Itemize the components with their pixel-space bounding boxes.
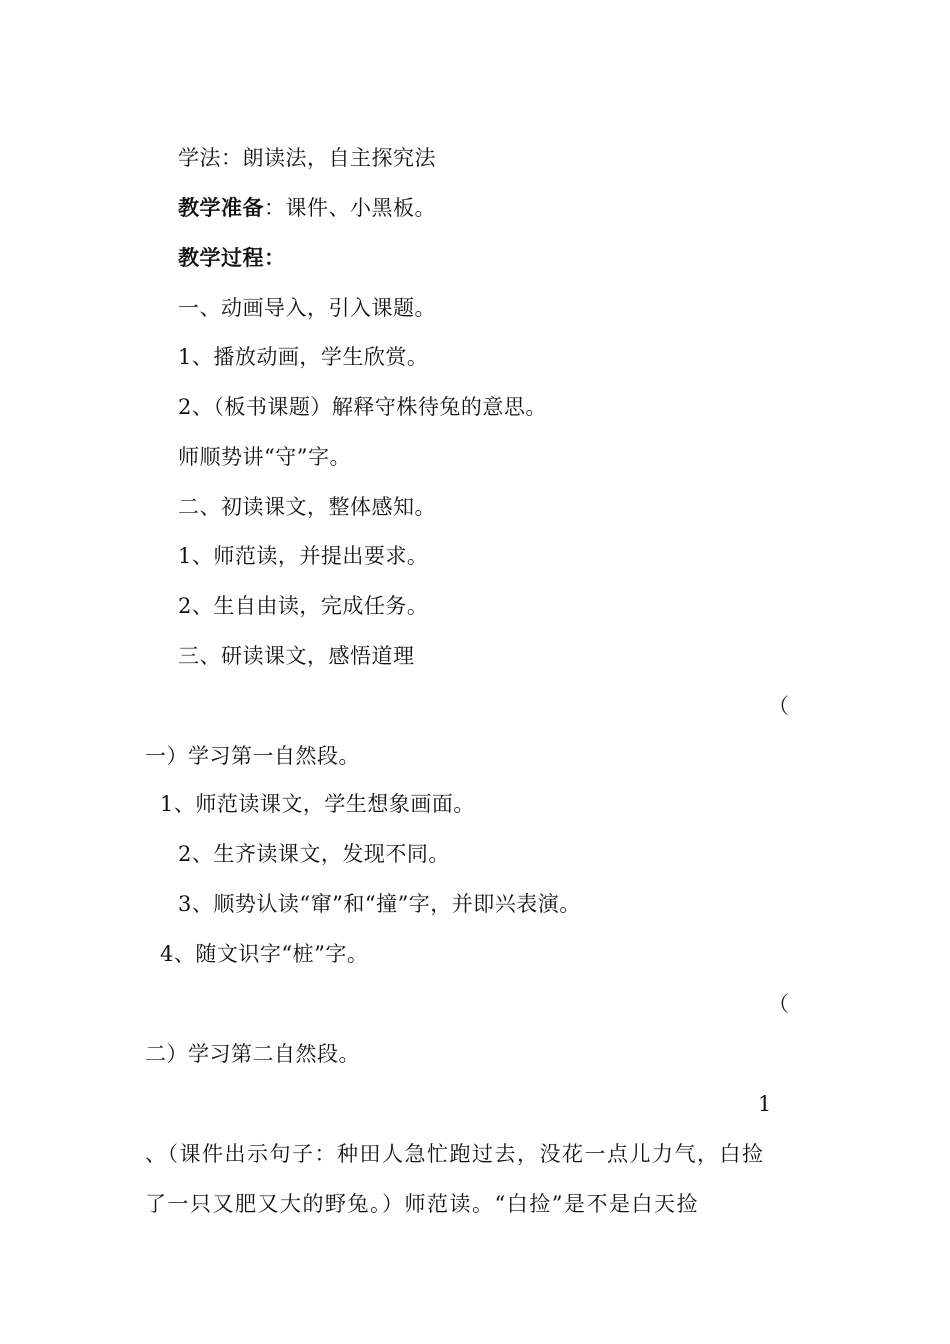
section-two-item-1: 1、师范读，并提出要求。 — [178, 544, 429, 568]
section-one-heading: 一、动画导入，引入课题。 — [178, 296, 436, 320]
section-two-heading: 二、初读课文，整体感知。 — [178, 495, 436, 519]
teaching-prep-label: 教学准备 — [178, 195, 264, 220]
teaching-process-heading: 教学过程： — [178, 245, 286, 270]
study-method-line: 学法：朗读法，自主探究法 — [178, 146, 436, 170]
subsection-two-paren: （ — [768, 992, 790, 1016]
section-one-note: 师顺势讲“守”字。 — [178, 445, 351, 469]
section-one-item-2: 2、（板书课题）解释守株待兔的意思。 — [178, 395, 547, 419]
teaching-prep-content: ：课件、小黑板。 — [264, 196, 436, 220]
section-two-item-2: 2、生自由读，完成任务。 — [178, 594, 429, 618]
teaching-prep-line — [178, 194, 436, 222]
subsection-one-item-3: 3、顺势认读“窜”和“撞”字，并即兴表演。 — [178, 892, 581, 916]
subsection-two-heading: 二）学习第二自然段。 — [145, 1042, 360, 1066]
subsection-one-paren: （ — [768, 694, 790, 718]
subsection-one-item-4: 4、随文识字“桩”字。 — [160, 942, 369, 966]
subsection-one-item-1: 1、师范读课文，学生想象画面。 — [160, 792, 475, 816]
subsection-two-item-number: 1 — [758, 1092, 772, 1116]
subsection-one-item-2: 2、生齐读课文，发现不同。 — [178, 842, 450, 866]
section-one-item-1: 1、播放动画，学生欣赏。 — [178, 345, 429, 369]
subsection-one-heading: 一）学习第一自然段。 — [145, 744, 360, 768]
subsection-two-item-text: 、（课件出示句子：种田人急忙跑过去，没花一点儿力气，白捡了一只又肥又大的野兔。）师范读。“白捡”是不是白天捡 — [145, 1142, 765, 1216]
section-three-heading: 三、研读课文，感悟道理 — [178, 644, 415, 668]
